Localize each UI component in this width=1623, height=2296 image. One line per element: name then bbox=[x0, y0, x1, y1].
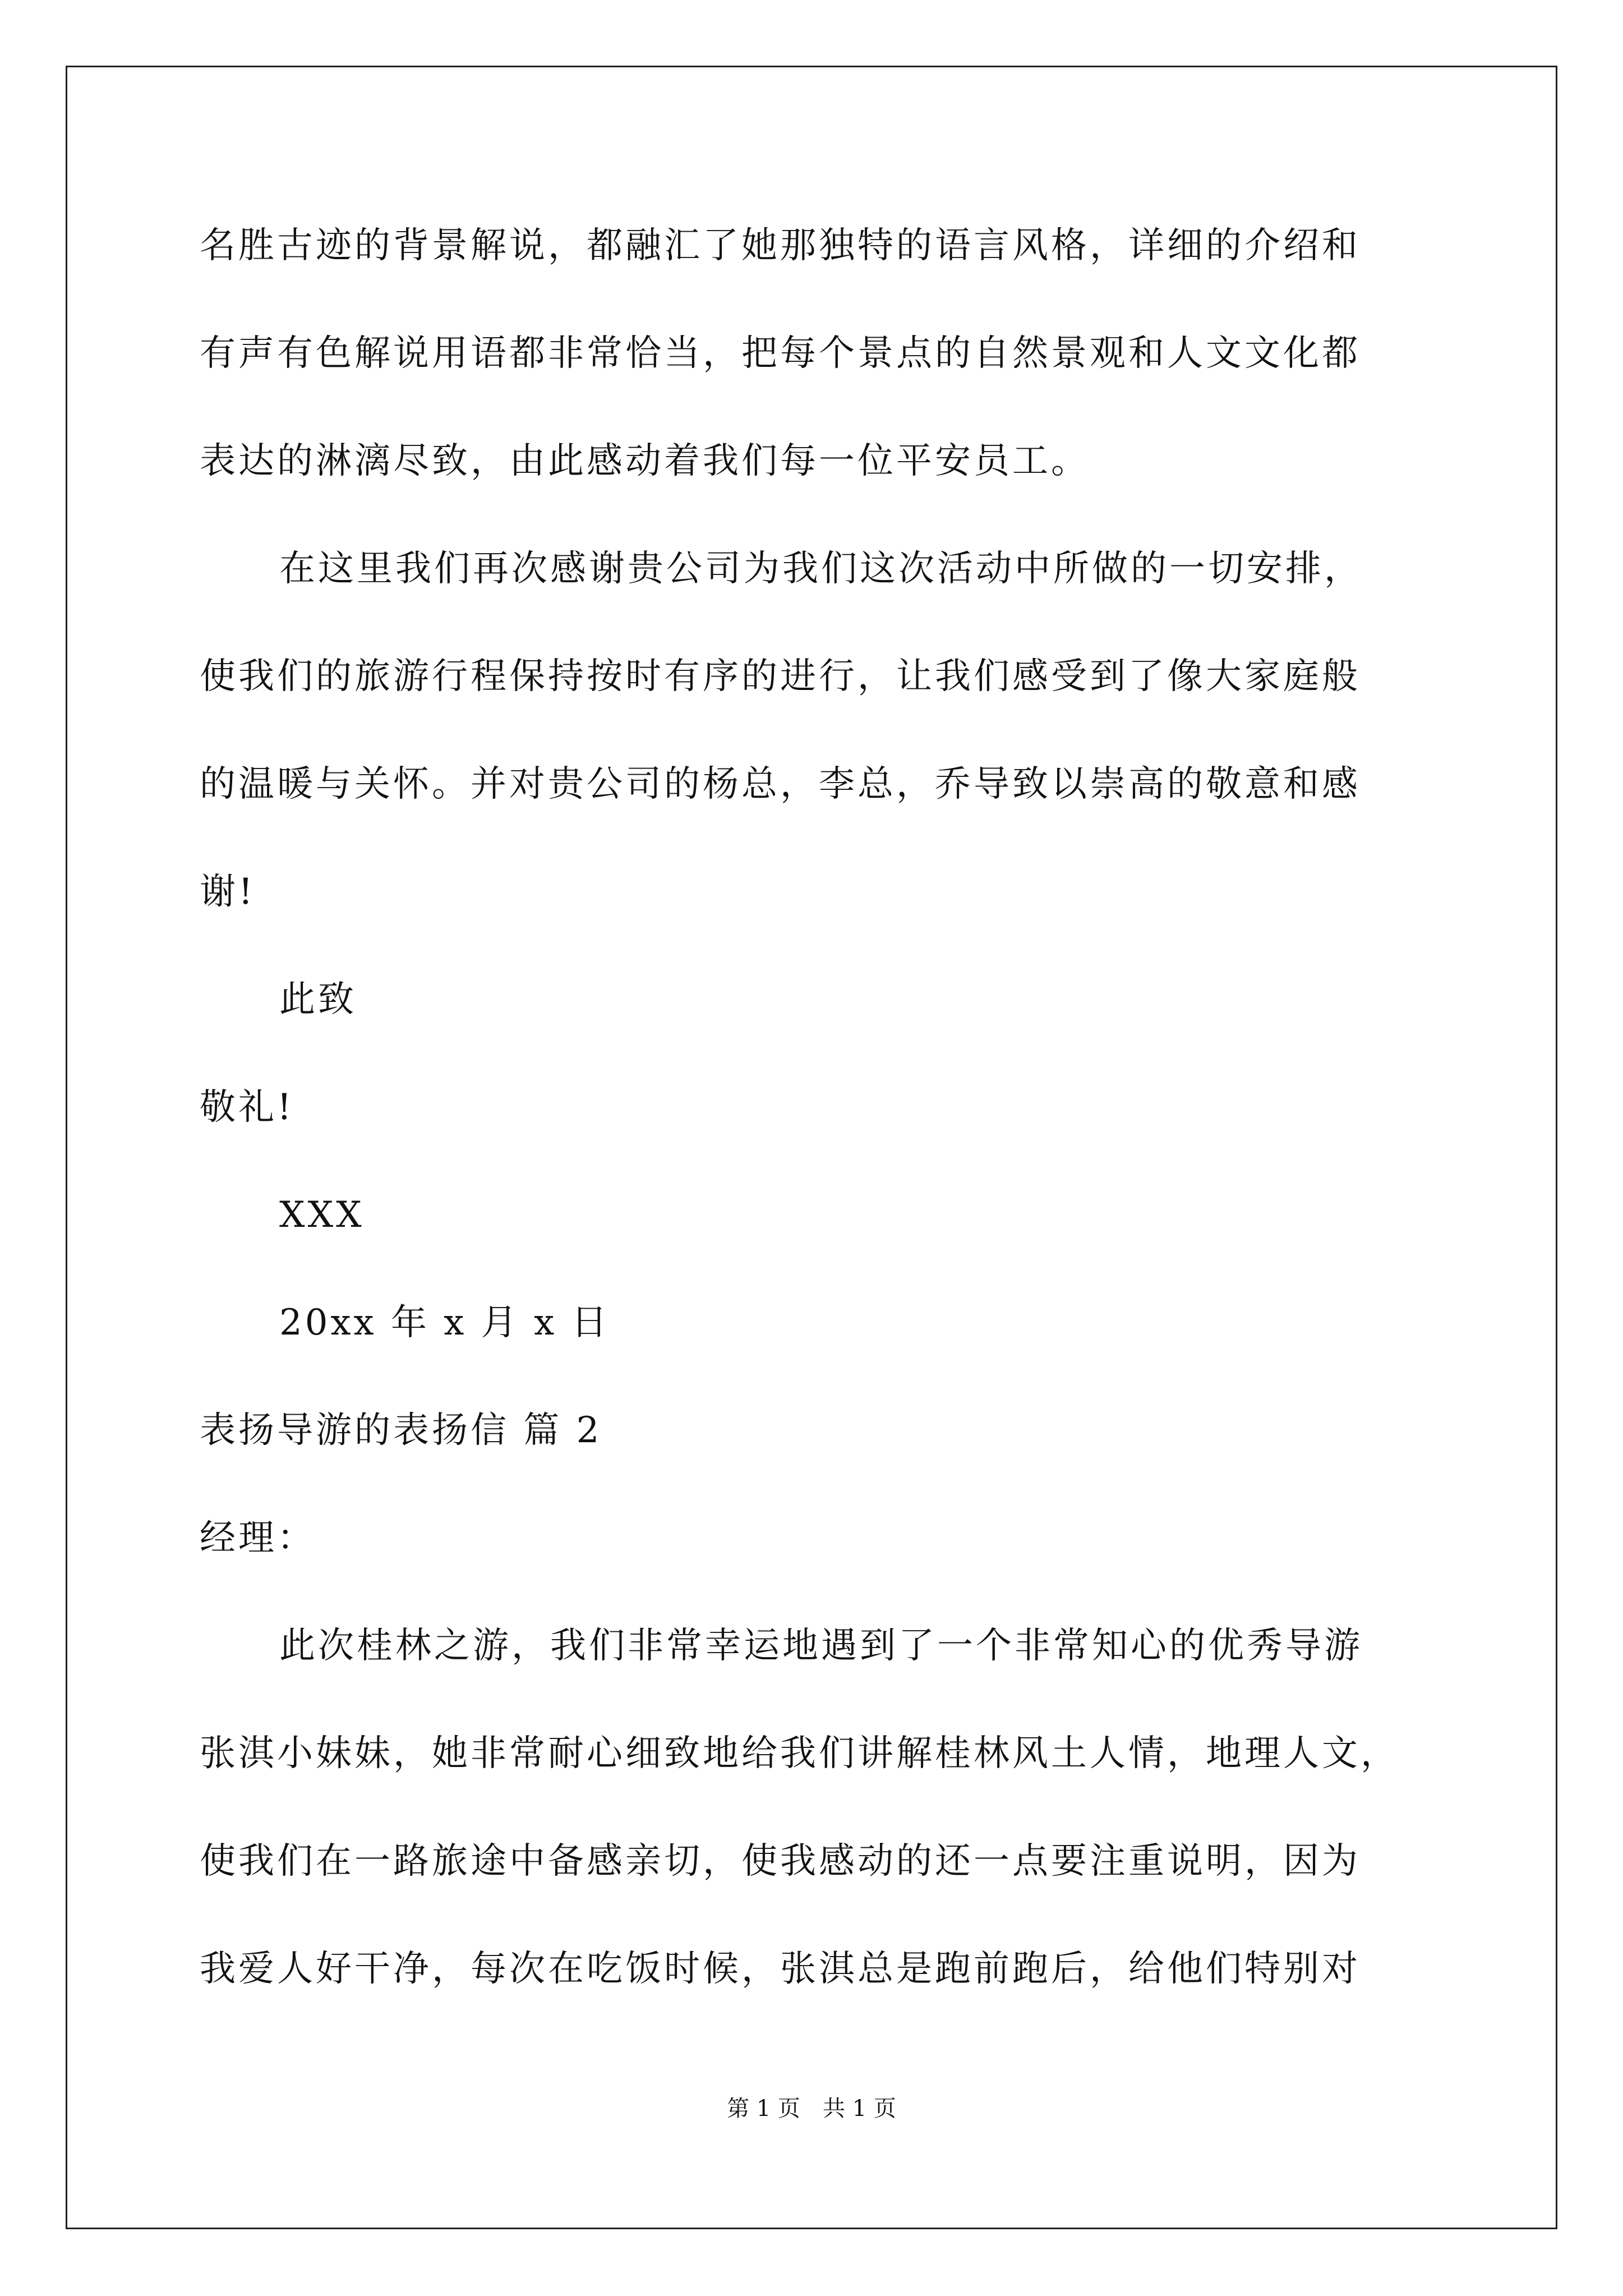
body-line-1: 名胜古迹的背景解说，都融汇了她那独特的语言风格，详细的介绍和 bbox=[200, 225, 1361, 266]
page-border bbox=[66, 66, 1557, 2229]
body-line-2: 有声有色解说用语都非常恰当，把每个景点的自然景观和人文文化都 bbox=[200, 333, 1361, 374]
closing-line: 此致 bbox=[279, 979, 357, 1020]
body-line-7: 谢! bbox=[200, 871, 256, 913]
page-footer: 第 1 页 共 1 页 bbox=[727, 2096, 896, 2122]
body-line-3: 表达的淋漓尽致，由此感动着我们每一位平安员工。 bbox=[200, 440, 1090, 482]
body-line-8: 此次桂林之游，我们非常幸运地遇到了一个非常知心的优秀导游 bbox=[279, 1625, 1363, 1667]
body-line-6: 的温暖与关怀。并对贵公司的杨总，李总，乔导致以崇高的敬意和感 bbox=[200, 763, 1361, 805]
signature-line: XXX bbox=[279, 1194, 365, 1236]
section-title: 表扬导游的表扬信 篇 2 bbox=[200, 1410, 602, 1451]
body-line-5: 使我们的旅游行程保持按时有序的进行，让我们感受到了像大家庭般 bbox=[200, 656, 1361, 697]
date-line: 20xx 年 x 月 x 日 bbox=[279, 1302, 610, 1343]
salutation-line: 敬礼! bbox=[200, 1087, 294, 1128]
body-line-4: 在这里我们再次感谢贵公司为我们这次活动中所做的一切安排， bbox=[279, 548, 1363, 590]
addressee-line: 经理： bbox=[200, 1517, 316, 1559]
body-line-10: 使我们在一路旅途中备感亲切，使我感动的还一点要注重说明，因为 bbox=[200, 1841, 1361, 1882]
body-line-9: 张淇小妹妹，她非常耐心细致地给我们讲解桂林风土人情，地理人文， bbox=[200, 1733, 1399, 1774]
body-line-11: 我爱人好干净，每次在吃饭时候，张淇总是跑前跑后，给他们特别对 bbox=[200, 1948, 1361, 1990]
